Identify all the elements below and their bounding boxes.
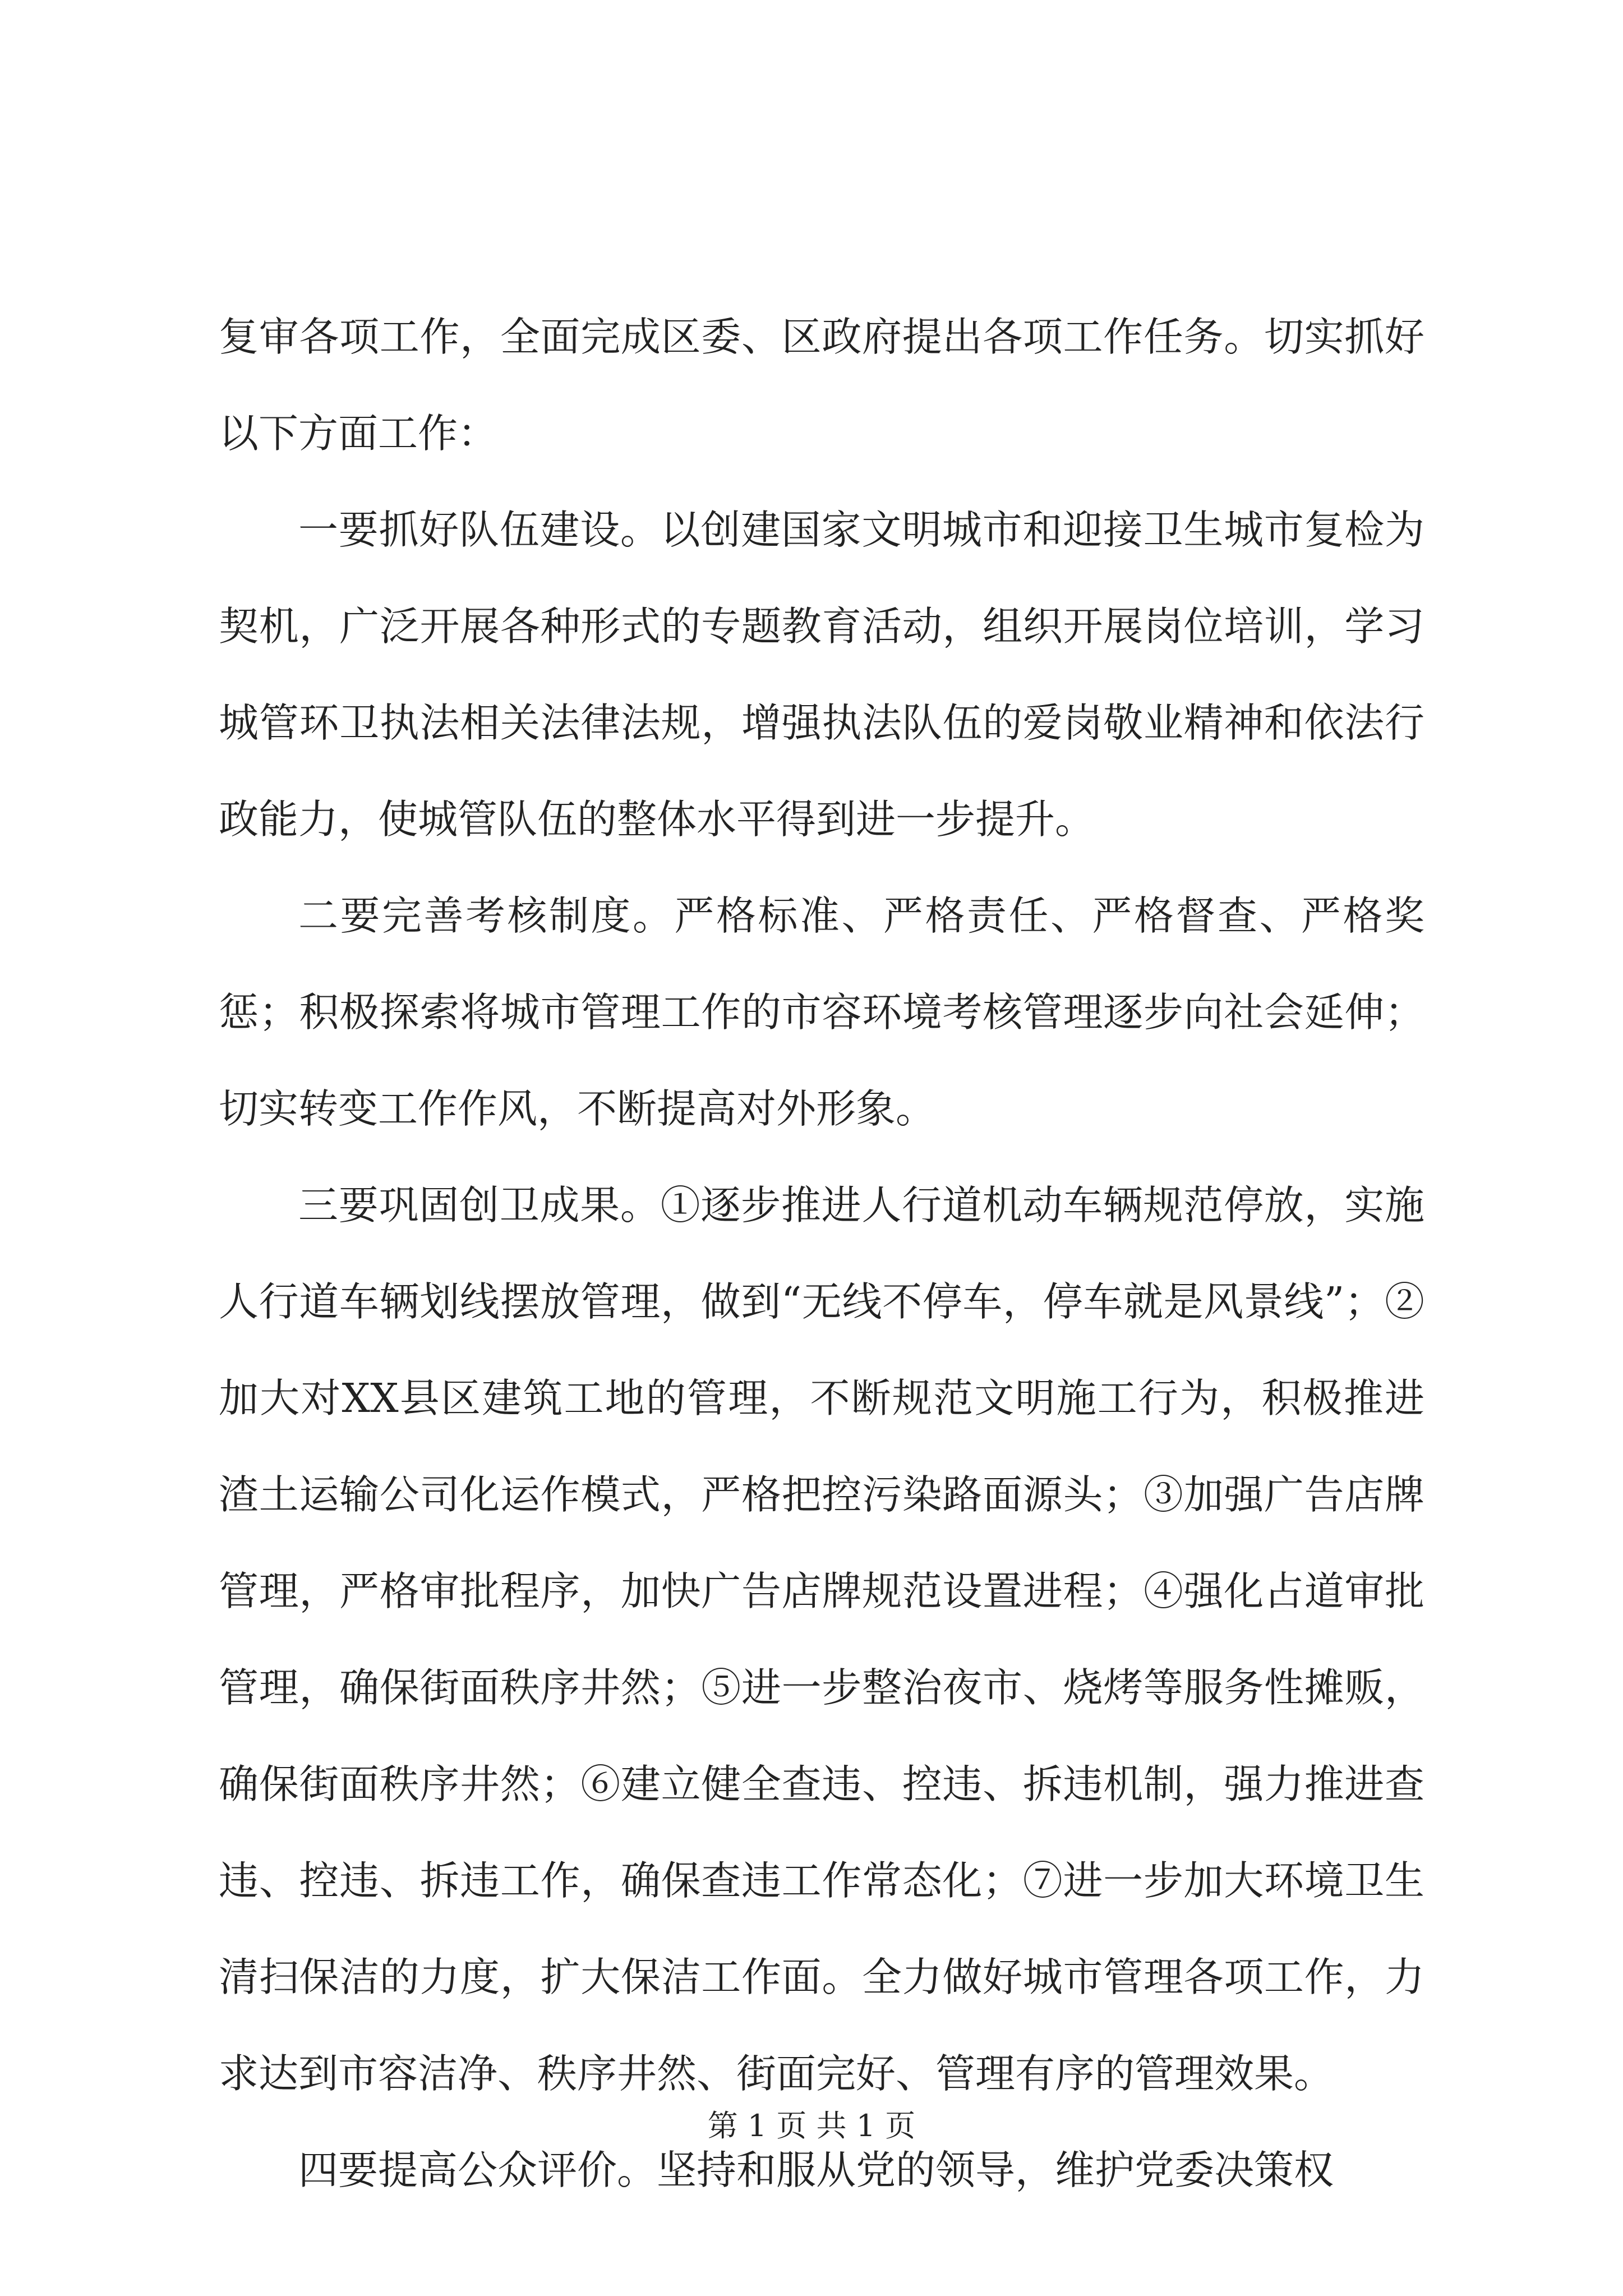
page-footer: 第 1 页 共 1 页 [707,2108,916,2143]
paragraph-continuation: 复审各项工作，全面完成区委、区政府提出各项工作任务。切实抓好以下方面工作： [219,314,1424,457]
paragraph-assessment-system: 二要完善考核制度。严格标准、严格责任、严格督查、严格奖惩；积极探索将城市管理工作的市容环境考核管理逐步向社会延伸；切实转变工作作风，不断提高对外形象。 [219,892,1424,1132]
paragraph-sanitation-results: 三要巩固创卫成果。①逐步推进人行道机动车辆规范停放，实施人行道车辆划线摆放管理，做到“无线不停车，停车就是风景线”；②加大对XX县区建筑工地的管理，不断规范文明施工行为，积极推进渣土运输公司化运作模式，严格把控污染路面源头；③加强广告店牌管理，严格审批程序，加快广告店牌规范设置进程；④强化占道审批管理，确保街面秩序井然；⑤进一步整治夜市、烧烤等服务性摊贩，确保街面秩序井然；⑥建立健全查违、控违、拆违机制，强力推进查违、控违、拆违工作，确保查违工作常态化；⑦进一步加大环境卫生清扫保洁的力度，扩大保洁工作面。全力做好城市管理各项工作，力求达到市容洁净、秩序井然、街面完好、管理有序的管理效果。 [219,1182,1424,2097]
paragraph-public-evaluation: 四要提高公众评价。坚持和服从党的领导，维护党委决策权 [298,2147,1334,2193]
paragraph-team-building: 一要抓好队伍建设。以创建国家文明城市和迎接卫生城市复检为契机，广泛开展各种形式的专题教育活动，组织开展岗位培训，学习城管环卫执法相关法律法规，增强执法队伍的爱岗敬业精神和依法行政能力，使城管队伍的整体水平得到进一步提升。 [219,507,1424,843]
document-body [219,289,1424,2219]
